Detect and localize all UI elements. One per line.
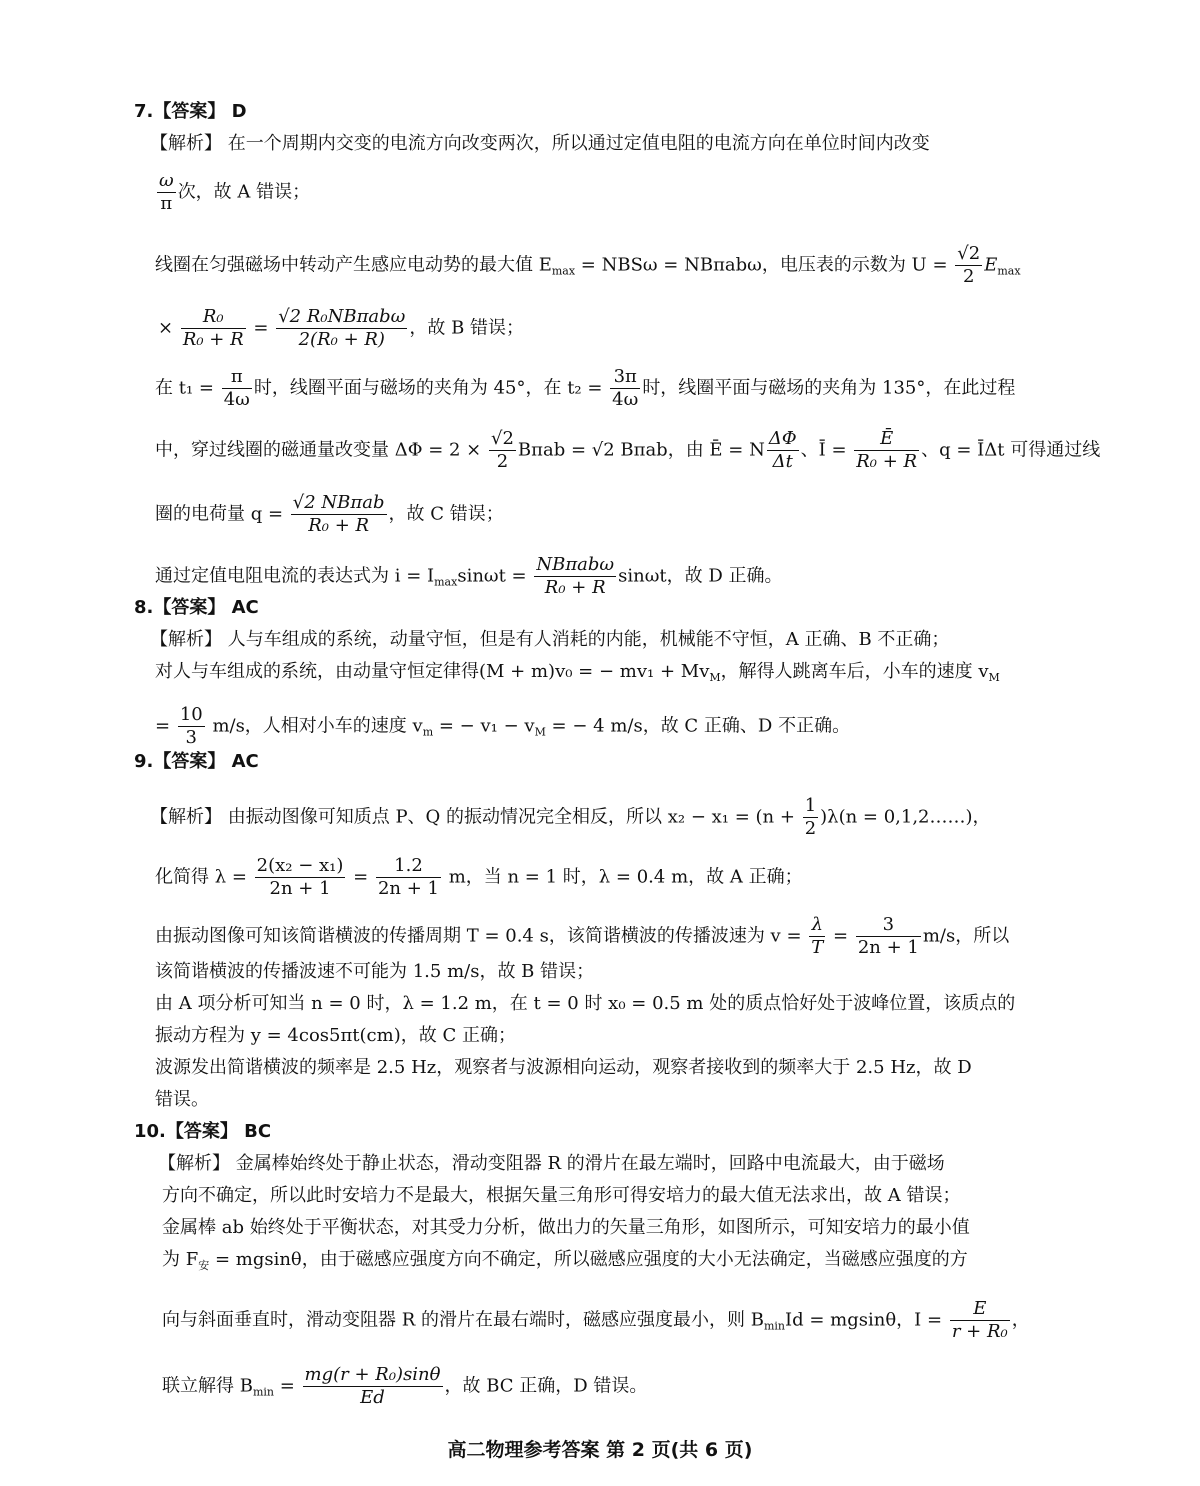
q7-analysis-line8: 通过定值电阻电流的表达式为 $i = I_{max}\sin\omega t$ = $\frac{\text{NBπabω}}{\text{R₀ + R}}$ sinωt，故 D 正确。 bbox=[155, 554, 783, 598]
q9-analysis-line2: 化简得 λ = $\frac{\text{2(x₂ − x₁)}}{2n + 1}$ = $\frac{1.2}{2n + 1}$ m，当 n = 1 时，λ = 0.4 m，故 A 正确； bbox=[155, 855, 803, 899]
q7-frac-t2: $\frac{3\pi}{4\omega}$ bbox=[612, 366, 639, 410]
q7-frac-t1: $\frac{\pi}{4\omega}$ bbox=[223, 366, 250, 410]
page-footer: 高二物理参考答案 第 2 页(共 6 页) bbox=[447, 1439, 753, 1461]
q8-analysis-line1: 【解析】 人与车组成的系统，动量守恒，但是有人消耗的内能，机械能不守恒，A 正确、B 不正确； bbox=[150, 629, 950, 650]
q8-analysis-line2: 对人与车组成的系统，由动量守恒定律得(M + m)v₀ = − $mv_1 + Mv_M$，解得人跳离车后，小车的速度 $v_M$ bbox=[155, 661, 1000, 684]
q8-analysis-line3: = $\frac{10}{3}$ m/s，人相对小车的速度 $v_m$ = − $v_1 - v_M$ = − 4 m/s，故 C 正确、D 不正确。 bbox=[155, 704, 851, 748]
q7-answer: 7.【答案】 D bbox=[134, 101, 247, 122]
q10-analysis-line6: 联立解得 $B_{min}$ = $\frac{\text{mg(r + R₀)sinθ}}{Ed}$ ，故 BC 正确，D 错误。 bbox=[162, 1364, 648, 1408]
q8-answer: 8.【答案】 AC bbox=[134, 597, 259, 618]
q7-frac-emf: $\frac{\Delta\Phi}{\Delta t}$ bbox=[768, 428, 797, 472]
q7-frac-current: $\frac{Ē}{\text{R₀ + R}}$ bbox=[856, 428, 918, 472]
q7-analysis-line5: 在 t₁ = $\frac{\pi}{4\omega}$ 时，线圈平面与磁场的夹角为 45°，在 t₂ = $\frac{3\pi}{4\omega}$ 时，线圈平面与磁场的夹角为 135°，在此过程 bbox=[155, 366, 1016, 410]
q9-analysis-line5: 由 A 项分析可知当 n = 0 时，λ = 1.2 m，在 t = 0 时 x₀ = 0.5 m 处的质点恰好处于波峰位置，该质点的 bbox=[155, 993, 1016, 1014]
q10-frac-bmin: $\frac{\text{mg(r + R₀)sinθ}}{Ed}$ bbox=[304, 1364, 441, 1408]
q7-frac-charge: $\frac{\text{√2 NBπab}}{\text{R₀ + R}}$ bbox=[292, 492, 385, 536]
q9-frac-half: $\frac{1}{2}$ bbox=[804, 795, 817, 839]
q9-frac-velocity: $\frac{\lambda}{T}$ bbox=[811, 914, 824, 958]
q7-frac-flux: $\frac{√2}{2}$ bbox=[490, 428, 514, 472]
q7-frac-current-expr: $\frac{\text{NBπabω}}{\text{R₀ + R}}$ bbox=[536, 554, 615, 598]
q7-frac-r0: $\frac{\text{R₀}}{\text{R₀ + R}}$ bbox=[182, 306, 244, 350]
q9-frac-velocity-value: $\frac{3}{2n + 1}$ bbox=[857, 914, 919, 958]
q9-analysis-line3: 由振动图像可知该简谐横波的传播周期 T = 0.4 s，该简谐横波的传播波速为 v = $\frac{\lambda}{T}$ = $\frac{3}{2n + 1}$ m/s，所以 bbox=[155, 914, 1010, 958]
q7-frac-voltage: $\frac{\text{√2 R₀NBπabω}}{\text{2(R₀ + R)}}$ bbox=[278, 306, 406, 350]
q7-analysis-line6: 中，穿过线圈的磁通量改变量 ΔΦ = 2 × $\frac{√2}{2}$ Bπab = √2 Bπab，由 Ē = N $\frac{\Delta\Phi}{\Delta t}$ 、Ī = $\frac{Ē}{\text{R₀ + R}}$ 、q = ĪΔt 可得通过线 bbox=[155, 428, 1101, 472]
q7-frac-sqrt2: $\frac{√2}{2}$ bbox=[957, 243, 981, 287]
q7-analysis-line1: 【解析】 在一个周期内交变的电流方向改变两次，所以通过定值电阻的电流方向在单位时间内改变 bbox=[150, 133, 930, 154]
q9-analysis-line7: 波源发出简谐横波的频率是 2.5 Hz，观察者与波源相向运动，观察者接收到的频率大于 2.5 Hz，故 D bbox=[155, 1057, 972, 1078]
q10-analysis-line2: 方向不确定，所以此时安培力不是最大，根据矢量三角形可得安培力的最大值无法求出，故 A 错误； bbox=[162, 1185, 961, 1206]
q9-analysis-line1: 【解析】 由振动图像可知质点 P、Q 的振动情况完全相反，所以 x₂ − x₁ = (n + $\frac{1}{2}$ )λ(n = 0,1,2……)， bbox=[150, 795, 991, 839]
q7-frac-omega-pi: $\frac{\omega}{\pi}$ bbox=[159, 170, 174, 214]
q9-analysis-line6: 振动方程为 y = 4cos5πt(cm)，故 C 正确； bbox=[155, 1025, 516, 1046]
q7-analysis-line2: $\frac{\omega}{\pi}$ 次，故 A 错误； bbox=[159, 170, 311, 214]
q7-analysis-line4: × $\frac{\text{R₀}}{\text{R₀ + R}}$ = $\frac{\text{√2 R₀NBπabω}}{\text{2(R₀ + R)}}$ ，故 B 错误； bbox=[158, 306, 525, 350]
q8-frac-speed: $\frac{10}{3}$ bbox=[179, 704, 203, 748]
q10-analysis-line5: 向与斜面垂直时，滑动变阻器 R 的滑片在最右端时，磁感应强度最小，则 $B_{min}Id = mgsin\theta$，I = $\frac{E}{\text{r + R₀}}$ ， bbox=[162, 1298, 1030, 1342]
q9-frac-lambda-value: $\frac{1.2}{2n + 1}$ bbox=[377, 855, 439, 899]
q9-frac-lambda: $\frac{\text{2(x₂ − x₁)}}{2n + 1}$ bbox=[256, 855, 344, 899]
q9-analysis-line4: 该简谐横波的传播波速不可能为 1.5 m/s，故 B 错误； bbox=[155, 961, 595, 982]
q10-frac-current: $\frac{E}{\text{r + R₀}}$ bbox=[951, 1298, 1008, 1342]
q7-analysis-line7: 圈的电荷量 q = $\frac{\text{√2 NBπab}}{\text{R₀ + R}}$ ，故 C 错误； bbox=[155, 492, 504, 536]
q10-analysis-line4: 为 $F_安 = mgsin\theta$，由于磁感应强度方向不确定，所以磁感应强度的大小无法确定，当磁感应强度的方 bbox=[162, 1249, 968, 1272]
q9-answer: 9.【答案】 AC bbox=[134, 751, 259, 772]
q10-analysis-line1: 【解析】 金属棒始终处于静止状态，滑动变阻器 R 的滑片在最左端时，回路中电流最大，由于磁场 bbox=[158, 1153, 945, 1174]
q7-analysis-line3: 线圈在匀强磁场中转动产生感应电动势的最大值 $E_{max} = NBS\omega = NB\pi ab\omega$，电压表的示数为 U = $\frac{√2}{2}$ $E_{max}$ bbox=[155, 243, 1021, 287]
q9-analysis-line8: 错误。 bbox=[155, 1089, 209, 1110]
q10-analysis-line3: 金属棒 ab 始终处于平衡状态，对其受力分析，做出力的矢量三角形，如图所示，可知安培力的最小值 bbox=[162, 1217, 970, 1238]
q10-answer: 10.【答案】 BC bbox=[134, 1121, 272, 1142]
